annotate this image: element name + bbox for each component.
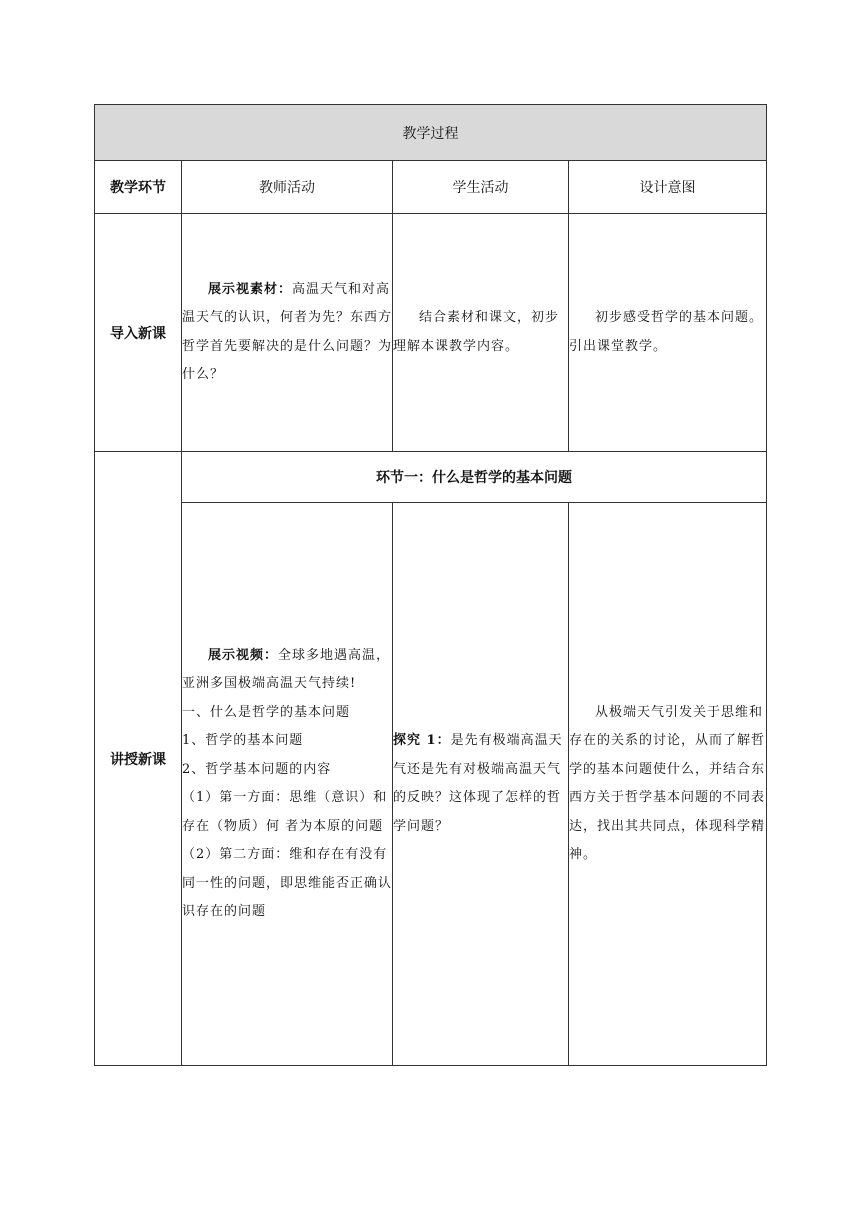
header-teacher: 教师活动 [182, 161, 393, 214]
lecture-student-label: 探究 1： [393, 733, 451, 748]
intro-design-cell [569, 214, 767, 452]
teaching-process-table [94, 104, 767, 1066]
intro-design-text: 初步感受哲学的基本问题。引出课堂教学。 [569, 310, 764, 354]
lecture-student-cell [393, 503, 569, 1066]
header-stage: 教学环节 [95, 161, 182, 214]
intro-student-cell [393, 214, 569, 452]
intro-teacher-cell [182, 214, 393, 452]
teacher-line: 一、什么是哲学的基本问题 [182, 704, 351, 720]
intro-teacher-label: 展示视素材： [208, 281, 293, 297]
table-header-row [95, 161, 767, 214]
lecture-teacher-text: 全球多地遇高温，亚洲多国极端高温天气持续! [182, 647, 391, 691]
teacher-line: （1）第一方面：思维（意识）和存在（物质）何 者为本原的问题 [182, 790, 388, 834]
lecture-section-title: 环节一：什么是哲学的基本问题 [182, 452, 767, 503]
table-title: 教学过程 [95, 105, 767, 161]
intro-student-text: 结合素材和课文，初步理解本课教学内容。 [393, 310, 560, 354]
lecture-section-row [95, 452, 767, 503]
lecture-student-text: 是先有极端高温天气还是先有对极端高温天气的反映？这体现了怎样的哲学问题？ [393, 733, 563, 834]
lecture-teacher-cell [182, 503, 393, 1066]
header-student: 学生活动 [393, 161, 569, 214]
intro-stage: 导入新课 [95, 214, 182, 452]
intro-row [95, 214, 767, 452]
teacher-line: （2）第二方面：维和存在有没有同一性的问题，即思维能否正确认识存在的问题 [182, 847, 393, 919]
lecture-teacher-label: 展示视频： [208, 647, 279, 663]
lecture-stage: 讲授新课 [95, 452, 182, 1066]
teacher-line: 2、哲学基本问题的内容 [182, 761, 332, 777]
lecture-design-cell [569, 503, 767, 1066]
teacher-line: 1、哲学的基本问题 [182, 733, 304, 748]
lecture-content-row [95, 503, 767, 1066]
table-title-row [95, 105, 767, 161]
intro-teacher-text: 高温天气和对高温天气的认识，何者为先？东西方哲学首先要解决的是什么问题？为什么？ [182, 281, 393, 382]
lecture-design-text: 从极端天气引发关于思维和存在的关系的讨论，从而了解哲学的基本问题使什么，并结合东西方关于哲学基本问题的不同表达，找出其共同点，体现科学精神。 [569, 704, 766, 862]
header-design: 设计意图 [569, 161, 767, 214]
